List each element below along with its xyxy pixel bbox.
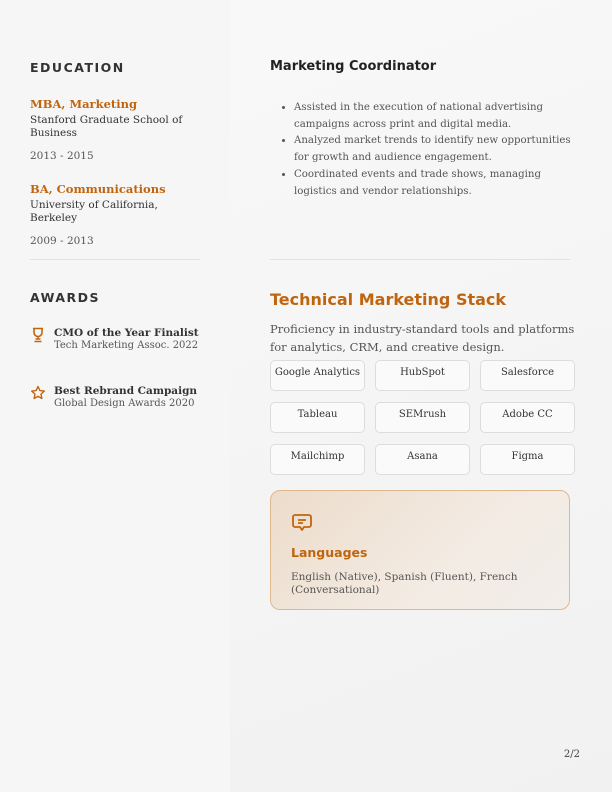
award-item bbox=[30, 385, 197, 410]
bullet: • Coordinated events and trade shows, managing logistics and vendor relationships. bbox=[294, 167, 579, 200]
tool-chip: Asana bbox=[375, 444, 470, 475]
award-title: CMO of the Year Finalist bbox=[54, 327, 199, 339]
trophy-icon bbox=[30, 327, 46, 343]
star-icon bbox=[30, 385, 46, 401]
tool-chip: Google Analytics bbox=[270, 360, 365, 391]
years: 2013 - 2015 bbox=[30, 150, 94, 162]
languages-text: English (Native), Spanish (Fluent), French (Conversational) bbox=[291, 571, 518, 596]
school: University of California, Berkeley bbox=[30, 199, 158, 224]
divider bbox=[30, 259, 200, 260]
tool-chip: Mailchimp bbox=[270, 444, 365, 475]
years: 2009 - 2013 bbox=[30, 235, 94, 247]
award-org: Global Design Awards 2020 bbox=[54, 398, 195, 409]
award-org: Tech Marketing Assoc. 2022 bbox=[54, 340, 199, 351]
degree: MBA, Marketing bbox=[30, 97, 137, 111]
tool-chip: Salesforce bbox=[480, 360, 575, 391]
tools-grid bbox=[270, 360, 575, 475]
stack-description: Proficiency in industry-standard tools and platforms for analytics, CRM, and creative design. bbox=[270, 322, 575, 354]
tool-chip: HubSpot bbox=[375, 360, 470, 391]
job-bullets bbox=[294, 100, 579, 200]
page-number: 2/2 bbox=[563, 749, 580, 760]
job-title: Marketing Coordinator bbox=[270, 59, 437, 74]
education-heading: EDUCATION bbox=[30, 60, 125, 75]
divider bbox=[270, 259, 570, 260]
tool-chip: Figma bbox=[480, 444, 575, 475]
degree: BA, Communications bbox=[30, 182, 166, 196]
message-icon bbox=[291, 512, 313, 534]
bullet: • Assisted in the execution of national advertising campaigns across print and digital media. bbox=[294, 100, 579, 133]
school: Stanford Graduate School of Business bbox=[30, 114, 183, 139]
bullet: • Analyzed market trends to identify new opportunities for growth and audience engagement. bbox=[294, 133, 579, 166]
languages-card bbox=[270, 490, 570, 610]
awards-heading: AWARDS bbox=[30, 290, 101, 305]
tool-chip: Tableau bbox=[270, 402, 365, 433]
tool-chip: Adobe CC bbox=[480, 402, 575, 433]
award-item bbox=[30, 327, 199, 352]
stack-heading: Technical Marketing Stack bbox=[270, 290, 507, 309]
languages-title: Languages bbox=[291, 545, 368, 560]
award-title: Best Rebrand Campaign bbox=[54, 385, 198, 397]
tool-chip: SEMrush bbox=[375, 402, 470, 433]
